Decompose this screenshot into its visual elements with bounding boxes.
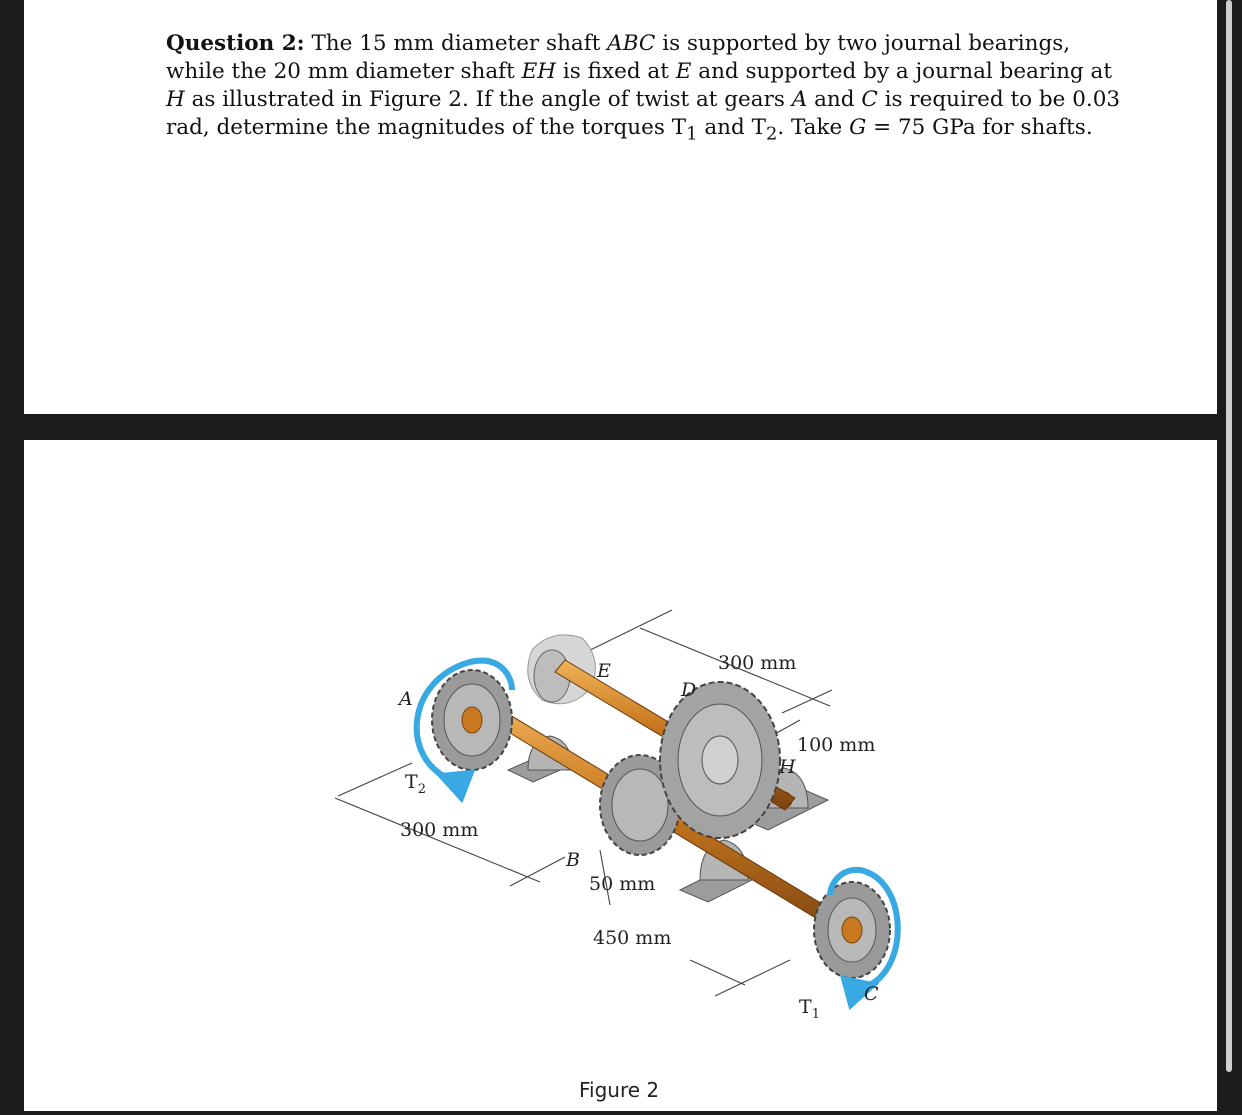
label-a: A — [399, 688, 413, 710]
question-segment: is required to be 0.03 rad, determine the magnitudes of the torques T — [166, 87, 1121, 140]
question-text — [166, 30, 1126, 148]
question-segment: . Take — [777, 115, 850, 140]
label-h: H — [779, 756, 796, 778]
question-label: Question 2: — [166, 31, 305, 56]
question-segment: = 75 GPa for shafts. — [866, 115, 1093, 140]
question-var: C — [861, 87, 878, 112]
dim-300-top: 300 mm — [718, 652, 797, 674]
gear-d — [660, 682, 780, 838]
question-var: G — [849, 115, 867, 140]
question-var: H — [166, 87, 185, 112]
figure-2-diagram — [24, 440, 1217, 1111]
question-segment: is supported by two journal bearings, while the 20 mm diameter shaft — [166, 31, 1071, 84]
question-segment: and supported by a journal bearing at — [691, 59, 1112, 84]
label-t2: $T_2$ — [405, 771, 426, 797]
question-page — [24, 0, 1217, 414]
gear-a — [432, 670, 512, 770]
scrollbar-thumb[interactable] — [1226, 0, 1232, 1072]
question-segment: as illustrated in Figure 2. If the angle of twist at gears — [184, 87, 792, 112]
question-var: A — [791, 87, 808, 112]
figure-page — [24, 440, 1217, 1111]
dim-50: 50 mm — [589, 873, 656, 895]
dim-100: 100 mm — [797, 734, 876, 756]
dim-450: 450 mm — [593, 927, 672, 949]
label-b: B — [566, 849, 580, 871]
figure-caption: Figure 2 — [579, 1078, 660, 1102]
question-sub: 2 — [765, 123, 778, 145]
question-segment: is fixed at — [556, 59, 676, 84]
question-segment: The 15 mm diameter shaft — [304, 31, 608, 56]
question-var: EH — [521, 59, 557, 84]
question-segment: and T — [697, 115, 766, 140]
label-d: D — [681, 679, 697, 701]
scrollbar-track[interactable] — [1222, 0, 1242, 1111]
question-segment: and — [807, 87, 862, 112]
label-c: C — [864, 983, 879, 1005]
gear-c — [814, 882, 890, 978]
label-t1: $T_1$ — [799, 996, 820, 1022]
question-var: ABC — [607, 31, 656, 56]
label-e: E — [597, 660, 611, 682]
dim-300-left: 300 mm — [400, 819, 479, 841]
question-var: E — [675, 59, 692, 84]
question-sub: 1 — [686, 123, 698, 145]
